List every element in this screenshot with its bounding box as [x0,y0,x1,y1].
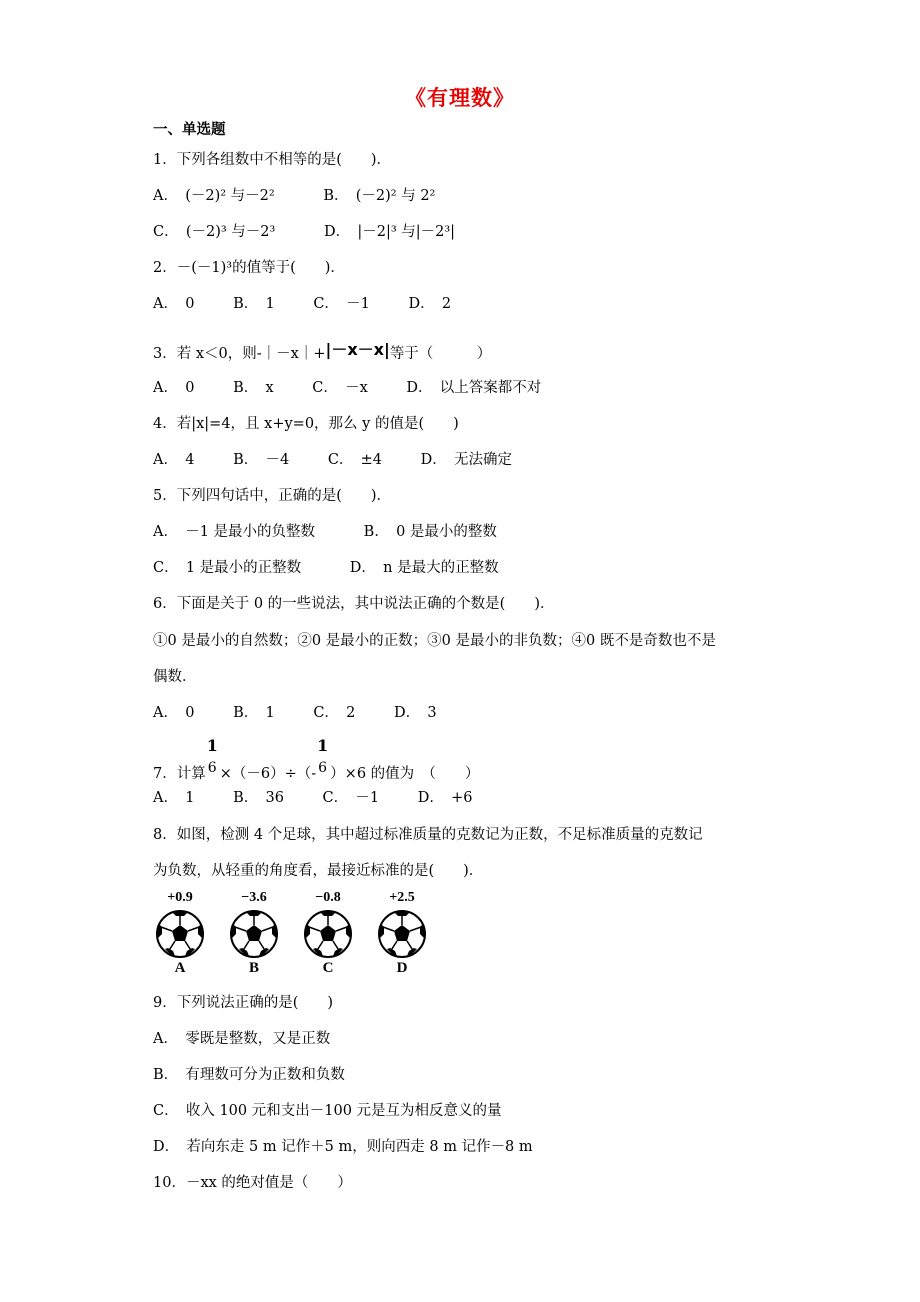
q7-stem [153,736,480,784]
q4-option-d: D． 无法确定 [420,452,513,468]
q8-stem-line1: 8．如图，检测 4 个足球，其中超过标准质量的克数记为正数，不足标准质量的克数记 [153,827,703,843]
q3-stem [153,340,491,364]
q1-option-c: C． (－2)³ 与－2³ [153,224,276,240]
q5-option-d: D． n 是最大的正整数 [349,560,499,576]
q5-stem: 5．下列四句话中，正确的是( )． [153,488,392,504]
ball-c-value: −0.8 [315,890,341,905]
q3-option-d: D． 以上答案都不对 [406,380,542,396]
q2-option-a: A． 0 [153,296,195,312]
ball-b-value: −3.6 [241,890,267,905]
q5-option-a: A． －1 是最小的负整数 [153,524,316,540]
q2-option-b: B． 1 [233,296,275,312]
q7-fraction-1 [206,736,220,778]
q3-stem-pre: 3．若 x＜0，则-｜－x｜+ [153,346,326,362]
q1-option-b: B． (－2)² 与 2² [323,188,436,204]
q5-option-c: C． 1 是最小的正整数 [153,560,302,576]
q10-stem: 10．－xx 的绝对值是（ ） [153,1175,352,1191]
q9-stem: 9．下列说法正确的是( ) [153,995,334,1011]
ball-b [224,890,284,977]
ball-c [298,890,358,977]
q3-option-a: A． 0 [153,380,195,396]
ball-d [372,890,432,977]
q6-option-b: B． 1 [233,705,275,721]
q5-option-b: B． 0 是最小的整数 [363,524,497,540]
q2-option-d: D． 2 [408,296,452,312]
q7-part3: ）×6 的值为 （ ） [330,766,480,782]
q7-option-b: B． 36 [233,790,284,806]
soccer-ball-icon [378,910,426,958]
q4-option-a: A． 4 [153,452,195,468]
ball-d-letter: D [396,960,408,976]
q2-options [153,294,485,314]
q3-option-b: B． x [233,380,274,396]
ball-a-letter: A [174,960,186,976]
q3-abs-expression: |－x－x| [325,340,390,359]
q6-statements-line1: ①0 是最小的自然数；②0 是最小的正数；③0 是最小的非负数；④0 既不是奇数也不是 [153,633,716,649]
q7-option-d: D． +6 [417,790,473,806]
page-title: 《有理数》 [405,85,515,110]
section-heading: 一、单选题 [153,122,226,138]
q8-stem-line2: 为负数，从轻重的角度看，最接近标准的是( )． [153,863,484,879]
q4-options [153,450,546,470]
q4-stem: 4．若|x|=4，且 x+y=0，那么 y 的值是( ) [153,416,459,432]
q9-option-d: D． 若向东走 5 m 记作＋5 m，则向西走 8 m 记作－8 m [153,1139,533,1155]
ball-c-letter: C [322,960,334,976]
q6-option-d: D． 3 [394,705,437,721]
ball-a [150,890,210,977]
ball-d-value: +2.5 [389,890,415,905]
q3-option-c: C． －x [312,380,368,396]
q5-options-row1 [153,522,541,542]
q6-option-c: C． 2 [313,705,356,721]
q7-frac1-denominator: 6 [207,760,217,776]
q7-fraction-2 [316,736,330,778]
q2-stem: 2．－(－1)³的值等于( )． [153,260,345,276]
q7-frac1-numerator: 1 [206,736,218,755]
q3-options [153,378,575,398]
soccer-ball-icon [230,910,278,958]
q9-option-b: B． 有理数可分为正数和负数 [153,1067,345,1083]
q7-part1: 7．计算 [153,766,206,782]
q3-stem-post: 等于（ ） [389,346,492,362]
q1-option-a: A． (－2)² 与－2² [153,188,275,204]
q1-stem: 1．下列各组数中不相等的是( )． [153,152,392,168]
q6-option-a: A． 0 [153,705,195,721]
q9-option-c: C． 收入 100 元和支出－100 元是互为相反意义的量 [153,1103,502,1119]
ball-a-value: +0.9 [167,890,193,905]
q7-frac2-denominator: 6 [318,760,328,776]
q5-options-row2 [153,558,543,578]
ball-b-letter: B [248,960,259,976]
q1-option-d: D． |－2|³ 与|－2³| [323,224,456,240]
q1-options-row2 [153,222,499,242]
q1-options-row1 [153,186,479,206]
q6-options [153,703,471,723]
q2-option-c: C． －1 [313,296,370,312]
soccer-ball-icon [304,910,352,958]
q7-option-a: A． 1 [153,790,195,806]
q6-stem: 6．下面是关于 0 的一些说法，其中说法正确的个数是( )． [153,596,555,612]
q6-statements-line2: 偶数． [153,669,197,685]
q4-option-b: B． －4 [233,452,290,468]
q9-option-a: A． 零既是整数，又是正数 [153,1031,331,1047]
soccer-balls-figure [150,890,440,990]
q7-part2: ×（－6）÷（- [219,766,317,782]
q7-frac2-numerator: 1 [317,736,329,755]
q7-option-c: C． －1 [322,790,380,806]
q7-options [153,788,506,808]
soccer-ball-icon [156,910,204,958]
q4-option-c: C． ±4 [327,452,383,468]
